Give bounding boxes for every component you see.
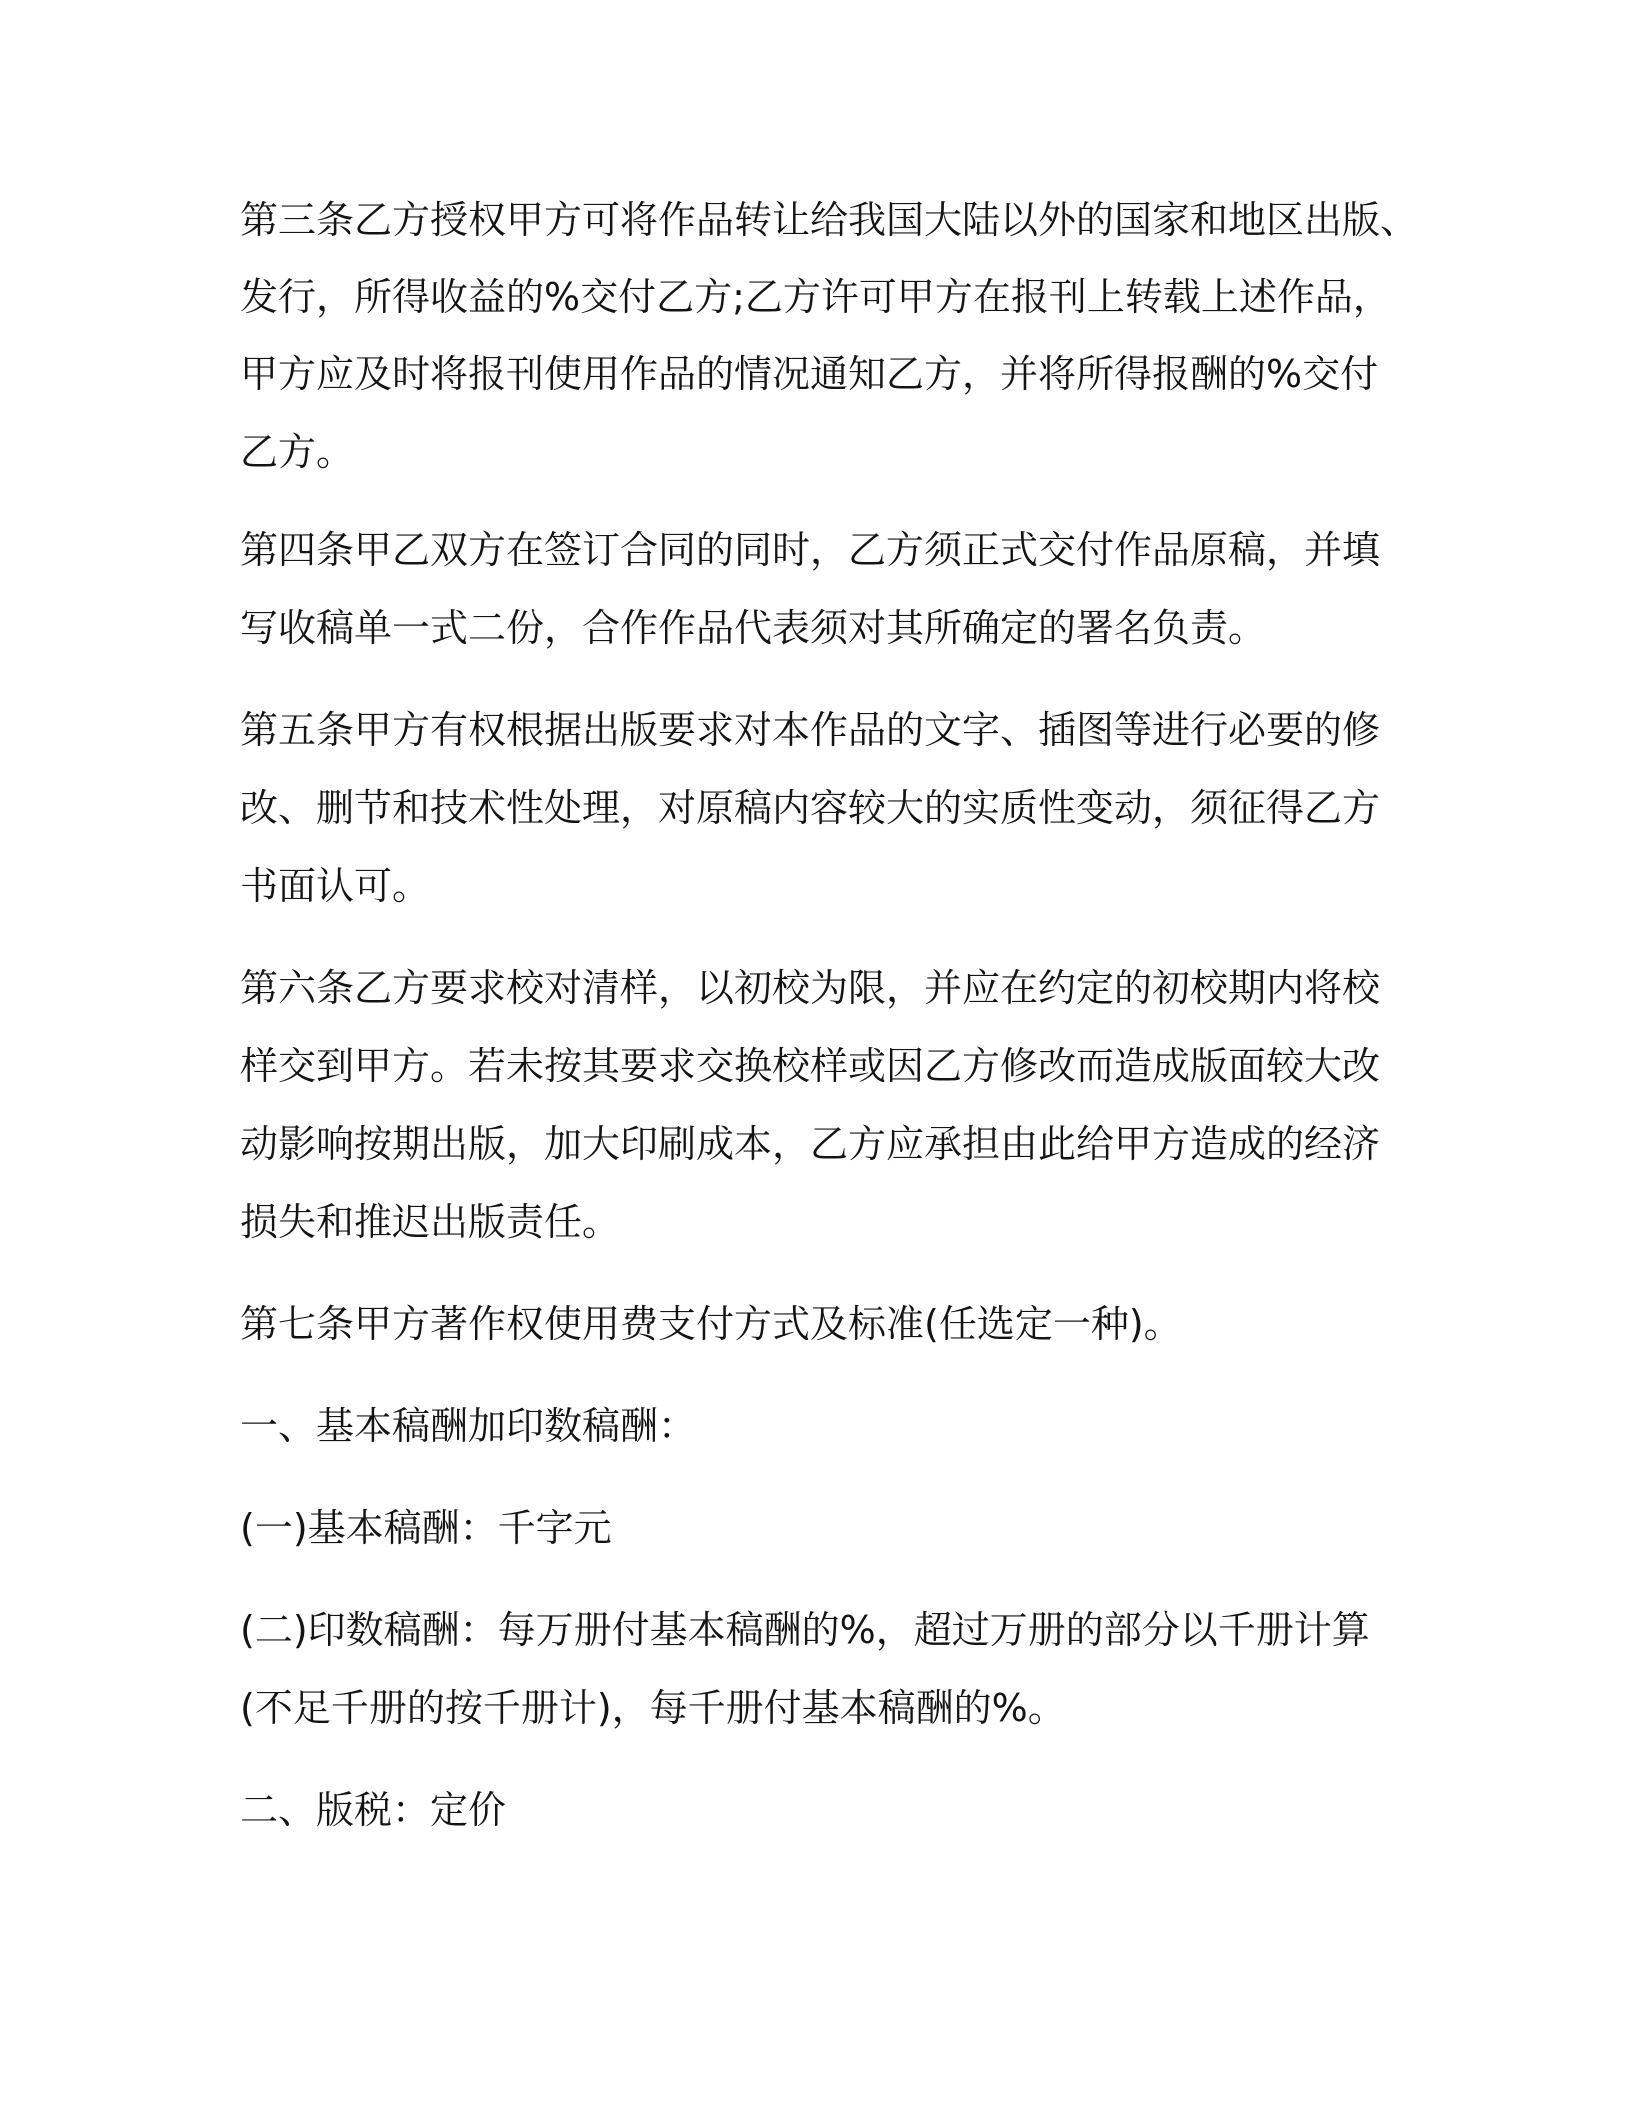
option-1-a-line: (一)基本稿酬：千字元 bbox=[240, 1506, 612, 1550]
option-1-b-line-2: (不足千册的按千册计)，每千册付基本稿酬的%。 bbox=[240, 1686, 1066, 1730]
article-3-line-3: 甲方应及时将报刊使用作品的情况通知乙方，并将所得报酬的%交付 bbox=[240, 352, 1379, 396]
option-1-b-line-1: (二)印数稿酬：每万册付基本稿酬的%，超过万册的部分以千册计算 bbox=[240, 1608, 1370, 1652]
option-2-heading: 二、版税：定价 bbox=[240, 1788, 507, 1832]
article-5-line-2: 改、删节和技术性处理，对原稿内容较大的实质性变动，须征得乙方 bbox=[240, 786, 1381, 830]
article-3-line-2: 发行，所得收益的%交付乙方;乙方许可甲方在报刊上转载上述作品， bbox=[240, 275, 1391, 319]
article-3-line-4: 乙方。 bbox=[240, 430, 355, 474]
article-7-line-1: 第七条甲方著作权使用费支付方式及标准(任选定一种)。 bbox=[240, 1302, 1182, 1346]
article-6-line-3: 动影响按期出版，加大印刷成本，乙方应承担由此给甲方造成的经济 bbox=[240, 1122, 1381, 1166]
article-6-line-4: 损失和推迟出版责任。 bbox=[240, 1200, 621, 1244]
article-5-line-3: 书面认可。 bbox=[240, 864, 431, 908]
article-4-line-2: 写收稿单一式二份，合作作品代表须对其所确定的署名负责。 bbox=[240, 606, 1267, 650]
article-5-line-1: 第五条甲方有权根据出版要求对本作品的文字、插图等进行必要的修 bbox=[240, 708, 1381, 752]
article-6-line-2: 样交到甲方。若未按其要求交换校样或因乙方修改而造成版面较大改 bbox=[240, 1044, 1381, 1088]
option-1-heading: 一、基本稿酬加印数稿酬： bbox=[240, 1404, 697, 1448]
article-3-line-1: 第三条乙方授权甲方可将作品转让给我国大陆以外的国家和地区出版、 bbox=[240, 198, 1419, 242]
article-4-line-1: 第四条甲乙双方在签订合同的同时，乙方须正式交付作品原稿，并填 bbox=[240, 528, 1381, 572]
article-6-line-1: 第六条乙方要求校对清样，以初校为限，并应在约定的初校期内将校 bbox=[240, 966, 1381, 1010]
